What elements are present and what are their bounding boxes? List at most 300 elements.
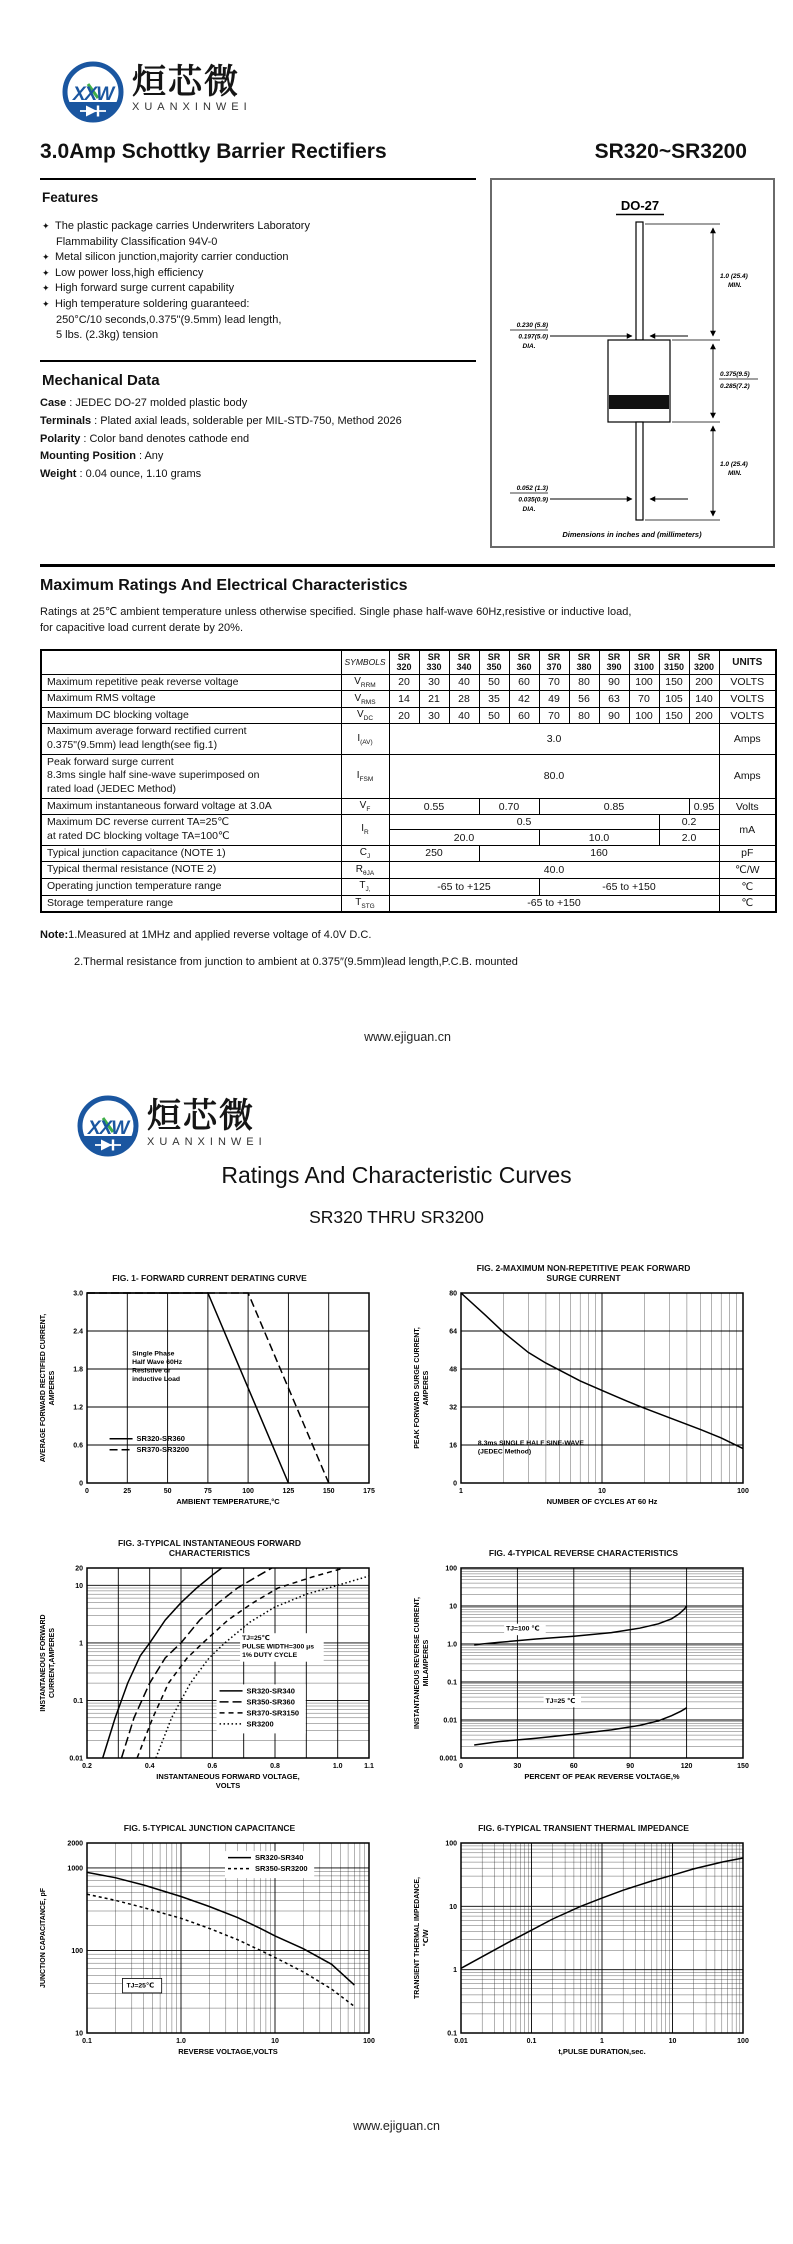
figure-6-chart (411, 1834, 756, 2066)
row-symbol: $R_{\theta JA}$ (341, 862, 389, 879)
feature-item (40, 297, 476, 344)
svg-text:(JEDEC Method): (JEDEC Method) (477, 1448, 532, 1456)
value-cell: 21 (419, 691, 449, 708)
svg-text:32: 32 (449, 1404, 457, 1412)
value-cell: 70 (539, 707, 569, 724)
package-top-lead (636, 222, 643, 340)
value-cell: 80 (569, 674, 599, 691)
row-label: Storage temperature range (41, 895, 341, 912)
value-cell: 20 (389, 674, 419, 691)
figure-6 (403, 1812, 765, 2071)
feature-text: High forward surge current capability (55, 282, 235, 295)
svg-text:AMBIENT TEMPERATURE,°C: AMBIENT TEMPERATURE,°C (176, 1497, 280, 1507)
table-row (41, 895, 776, 912)
svg-text:SR3200: SR3200 (246, 1719, 274, 1729)
mech-label: Mounting Position (40, 450, 136, 463)
col-units: UNITS (719, 650, 776, 674)
value-cell: 150 (659, 674, 689, 691)
svg-text:0.1: 0.1 (447, 2030, 457, 2038)
value-cell: 50 (479, 707, 509, 724)
mech-label: Polarity (40, 432, 81, 445)
table-row (41, 862, 776, 879)
svg-text:SR370-SR3150: SR370-SR3150 (246, 1708, 300, 1718)
svg-text:25: 25 (123, 1488, 132, 1496)
cathode-band (609, 395, 669, 409)
svg-text:1.0: 1.0 (332, 1763, 343, 1771)
svg-text:0.6: 0.6 (73, 1442, 83, 1450)
figure-1-chart (37, 1284, 382, 1516)
svg-text:Half Wave 60Hz: Half Wave 60Hz (132, 1359, 183, 1367)
svg-text:2000: 2000 (67, 1840, 83, 1848)
svg-text:1: 1 (79, 1640, 83, 1648)
svg-text:120: 120 (680, 1763, 693, 1771)
figure-3 (29, 1537, 391, 1796)
svg-text:NUMBER OF CYCLES AT 60 Hz: NUMBER OF CYCLES AT 60 Hz (546, 1497, 658, 1507)
svg-text:INSTANTANEOUS FORWARD VOLTAGE,: INSTANTANEOUS FORWARD VOLTAGE, (156, 1772, 300, 1782)
row-unit: Volts (719, 798, 776, 815)
value-cell: 0.95 (689, 798, 719, 815)
figure-4-chart (411, 1559, 756, 1791)
do-27-diagram (492, 190, 773, 542)
logo-cn-name: 烜芯微 (132, 63, 240, 101)
svg-text:100: 100 (242, 1488, 254, 1496)
table-row (41, 878, 776, 895)
logo-en-name: XUANXINWEI (147, 1135, 267, 1148)
row-label: Maximum RMS voltage (41, 691, 341, 708)
svg-text:100: 100 (445, 1840, 457, 1848)
value-cell: -65 to +125 (389, 878, 539, 895)
row-symbol: $C_J$ (341, 845, 389, 862)
value-cell: 0.85 (539, 798, 689, 815)
mech-value: : 0.04 ounce, 1.10 grams (79, 468, 202, 481)
logo-cn-name: 烜芯微 (147, 1097, 255, 1136)
footer-url: www.ejiguan.cn (364, 1030, 451, 1045)
figure-3-chart (37, 1559, 382, 1791)
figure-3-title: FIG. 3-TYPICAL INSTANTANEOUS FORWARD CHARACTERISTICS (117, 1537, 302, 1558)
bullet-icon: ✦ (42, 221, 50, 231)
ratings-intro (40, 605, 775, 637)
table-row (41, 707, 776, 724)
mech-row (40, 466, 476, 484)
divider (40, 178, 476, 180)
value-cell: 63 (599, 691, 629, 708)
value-cell: 0.5 (389, 815, 659, 830)
row-unit: pF (719, 845, 776, 862)
svg-text:20: 20 (75, 1565, 83, 1573)
svg-text:48: 48 (449, 1366, 457, 1374)
value-cell: 14 (389, 691, 419, 708)
notes (40, 927, 775, 970)
figure-4-title: FIG. 4-TYPICAL REVERSE CHARACTERISTICS (488, 1547, 679, 1558)
value-cell: 200 (689, 674, 719, 691)
value-cell: 50 (479, 674, 509, 691)
value-cell: 70 (629, 691, 659, 708)
row-symbol: $T_{J,}$ (341, 878, 389, 895)
row-label: Operating junction temperature range (41, 878, 341, 895)
svg-text:SR350-SR3200: SR350-SR3200 (255, 1864, 308, 1874)
mech-row (40, 395, 476, 413)
col-part: SR 350 (479, 650, 509, 674)
value-cell: 56 (569, 691, 599, 708)
value-cell: 0.70 (479, 798, 539, 815)
row-unit: mA (719, 815, 776, 845)
row-symbol: $V_{DC}$ (341, 707, 389, 724)
col-part: SR 370 (539, 650, 569, 674)
row-symbol: $T_{STG}$ (341, 895, 389, 912)
svg-text:1% DUTY CYCLE: 1% DUTY CYCLE (242, 1652, 298, 1660)
svg-text:REVERSE VOLTAGE,VOLTS: REVERSE VOLTAGE,VOLTS (178, 2047, 278, 2057)
curves-subheading: SR320 THRU SR3200 (309, 1207, 484, 1228)
svg-text:inductive Load: inductive Load (132, 1376, 181, 1384)
package-name: DO-27 (620, 198, 660, 213)
col-part: SR 330 (419, 650, 449, 674)
bullet-icon: ✦ (42, 267, 50, 278)
value-cell: 42 (509, 691, 539, 708)
mech-value: : Plated axial leads, solderable per MIL-STD-750, Method 2026 (94, 414, 402, 427)
svg-text:Single Phase: Single Phase (132, 1350, 175, 1358)
dim-lead-bot-min: MIN. (728, 470, 742, 477)
mechanical-heading: Mechanical Data (42, 371, 160, 389)
row-symbol: $V_{RMS}$ (341, 691, 389, 708)
row-unit: VOLTS (719, 707, 776, 724)
svg-text:AMPERES: AMPERES (49, 1370, 56, 1406)
svg-text:1000: 1000 (67, 1865, 83, 1873)
value-cell: 40 (449, 707, 479, 724)
part-range: SR320~SR3200 (594, 140, 747, 163)
value-cell: 100 (629, 674, 659, 691)
divider (40, 360, 476, 362)
svg-text:1.2: 1.2 (73, 1404, 83, 1412)
col-part: SR 340 (449, 650, 479, 674)
row-unit: ℃/W (719, 862, 776, 879)
mech-label: Weight (40, 468, 77, 481)
package-box (490, 178, 775, 548)
svg-text:INSTANTANEOUS FORWARD: INSTANTANEOUS FORWARD (40, 1614, 47, 1712)
dim-lead-top-min: MIN. (728, 282, 742, 289)
row-unit: VOLTS (719, 674, 776, 691)
svg-text:30: 30 (513, 1763, 522, 1771)
value-cell: 250 (389, 845, 479, 862)
row-label: Peak forward surge current 8.3ms single half sine-wave superimposed on rated load (JEDEC Method) (41, 754, 341, 798)
svg-text:0.2: 0.2 (82, 1763, 92, 1771)
svg-text:SR350-SR360: SR350-SR360 (246, 1697, 295, 1707)
svg-text:3.0: 3.0 (73, 1290, 83, 1298)
svg-text:0: 0 (85, 1488, 89, 1496)
row-label: Maximum DC blocking voltage (41, 707, 341, 724)
figure-5-title: FIG. 5-TYPICAL JUNCTION CAPACITANCE (123, 1822, 296, 1833)
value-cell: 40.0 (389, 862, 719, 879)
note-line: Note:1.Measured at 1MHz and applied reverse voltage of 4.0V D.C. (40, 929, 372, 942)
svg-text:0.01: 0.01 (69, 1755, 83, 1763)
value-cell: 30 (419, 674, 449, 691)
value-cell: 10.0 (539, 830, 659, 845)
svg-text:125: 125 (282, 1488, 295, 1496)
row-label: Maximum instantaneous forward voltage at 3.0A (41, 798, 341, 815)
value-cell: 100 (629, 707, 659, 724)
value-cell: 49 (539, 691, 569, 708)
ratings-intro-c: for capacitive load current derate by 20%. (40, 621, 244, 634)
svg-text:2.4: 2.4 (73, 1328, 83, 1336)
ratings-heading: Maximum Ratings And Electrical Characteristics (40, 577, 408, 594)
feature-text: High temperature soldering guaranteed: (55, 298, 250, 311)
features-heading: Features (42, 190, 99, 205)
dim-body-length-mm: 0.285(7.2) (720, 383, 750, 390)
figure-6-title: FIG. 6-TYPICAL TRANSIENT THERMAL IMPEDANCE (478, 1822, 689, 1833)
col-part: SR 380 (569, 650, 599, 674)
svg-text:0.1: 0.1 (447, 1679, 457, 1687)
svg-text:10: 10 (271, 2038, 279, 2046)
value-cell: 140 (689, 691, 719, 708)
figure-2-chart (411, 1284, 756, 1516)
svg-text:INSTANTANEOUS REVERSE CURRENT,: INSTANTANEOUS REVERSE CURRENT, (414, 1597, 421, 1730)
value-cell: 0.55 (389, 798, 479, 815)
svg-text:1.0: 1.0 (176, 2038, 186, 2046)
value-cell: 90 (599, 674, 629, 691)
svg-text:1: 1 (459, 1488, 463, 1496)
dim-lead-dia-mm: 0.035(0.9) (518, 496, 548, 504)
table-row (41, 674, 776, 691)
svg-text:100: 100 (71, 1948, 83, 1956)
feature-text: Low power loss,high efficiency (55, 266, 204, 279)
value-cell: 70 (539, 674, 569, 691)
ratings-table (40, 649, 777, 913)
bullet-icon: ✦ (42, 283, 50, 294)
col-part: SR 390 (599, 650, 629, 674)
row-label: Typical thermal resistance (NOTE 2) (41, 862, 341, 879)
dim-lead-dia-in: 0.052 (1.3) (516, 485, 548, 492)
row-label: Maximum average forward rectified current 0.375"(9.5mm) lead length(see fig.1) (41, 724, 341, 754)
table-row (41, 815, 776, 830)
features-list (40, 219, 476, 344)
svg-text:10: 10 (668, 2038, 677, 2046)
value-cell: -65 to +150 (389, 895, 719, 912)
svg-text:0.1: 0.1 (82, 2038, 92, 2046)
svg-text:1.1: 1.1 (364, 1763, 374, 1771)
mech-value: : Color band denotes cathode end (83, 432, 250, 445)
svg-text:PERCENT OF PEAK REVERSE VOLTAG: PERCENT OF PEAK REVERSE VOLTAGE,% (524, 1772, 680, 1782)
svg-text:1.0: 1.0 (447, 1641, 457, 1649)
svg-text:TJ=25℃: TJ=25℃ (126, 1982, 155, 1990)
svg-text:PULSE WIDTH=300 μs: PULSE WIDTH=300 μs (242, 1643, 315, 1651)
value-cell: 20 (389, 707, 419, 724)
value-cell: 35 (479, 691, 509, 708)
svg-text:0.6: 0.6 (207, 1763, 218, 1771)
svg-text:MILAMPERES: MILAMPERES (423, 1639, 430, 1687)
svg-text:SR370-SR3200: SR370-SR3200 (136, 1445, 190, 1455)
dim-body-length-in: 0.375(9.5) (720, 371, 750, 378)
figure-5 (29, 1812, 391, 2071)
svg-text:0.4: 0.4 (144, 1763, 155, 1771)
mech-label: Terminals (40, 414, 92, 427)
svg-text:16: 16 (449, 1442, 457, 1450)
value-cell: 2.0 (659, 830, 719, 845)
feature-text: Flammability Classification 94V-0 (56, 235, 218, 248)
col-symbols: SYMBOLS (341, 650, 389, 674)
row-symbol: $I_R$ (341, 815, 389, 845)
row-symbol: $V_{RRM}$ (341, 674, 389, 691)
svg-text:0.001: 0.001 (439, 1755, 457, 1763)
dim-body-dia-in: 0.230 (5.8) (516, 322, 548, 329)
datasheet-page-2 (0, 1054, 793, 2173)
bullet-icon: ✦ (42, 299, 50, 310)
svg-text:0: 0 (459, 1763, 463, 1771)
row-symbol: $I_{FSM}$ (341, 754, 389, 798)
package-body (608, 340, 670, 422)
svg-text:10: 10 (449, 1903, 457, 1911)
svg-text:0: 0 (453, 1480, 457, 1488)
feature-item (40, 219, 476, 250)
svg-text:Resistive or: Resistive or (132, 1367, 171, 1375)
table-row (41, 845, 776, 862)
svg-text:100: 100 (445, 1565, 457, 1573)
value-cell: 0.2 (659, 815, 719, 830)
row-label: Typical junction capacitance (NOTE 1) (41, 845, 341, 862)
datasheet-page-1 (0, 0, 793, 1054)
figure-1 (29, 1262, 391, 1521)
svg-text:100: 100 (363, 2038, 375, 2046)
package-footnote: Dimensions in inches and (millimeters) (562, 530, 702, 539)
feature-text: 5 lbs. (2.3kg) tension (56, 329, 159, 342)
doc-title: 3.0Amp Schottky Barrier Rectifiers (40, 140, 387, 163)
bullet-icon: ✦ (42, 252, 50, 263)
svg-text:℃/W: ℃/W (423, 1929, 430, 1947)
svg-text:0.8: 0.8 (270, 1763, 280, 1771)
row-unit: Amps (719, 754, 776, 798)
note-line: 2.Thermal resistance from junction to ambient at 0.375″(9.5mm)lead length,P.C.B. mounted (74, 955, 518, 968)
value-cell: 90 (599, 707, 629, 724)
value-cell: 3.0 (389, 724, 719, 754)
svg-text:AMPERES: AMPERES (423, 1370, 430, 1406)
feature-item (40, 281, 476, 297)
table-row (41, 724, 776, 754)
svg-text:SR320-SR340: SR320-SR340 (255, 1853, 304, 1863)
logo-mark-icon (75, 1094, 141, 1160)
svg-text:64: 64 (449, 1328, 457, 1336)
feature-item (40, 266, 476, 282)
package-bottom-lead (636, 422, 643, 520)
value-cell: 105 (659, 691, 689, 708)
row-unit: Amps (719, 724, 776, 754)
value-cell: 80.0 (389, 754, 719, 798)
svg-text:10: 10 (449, 1603, 457, 1611)
dim-lead-dia-unit: DIA. (522, 506, 536, 513)
figure-5-chart (37, 1834, 382, 2066)
logo-monogram: XXW (72, 84, 114, 105)
mech-row (40, 448, 476, 466)
mech-value: : JEDEC DO-27 molded plastic body (69, 396, 248, 409)
logo-en-name: XUANXINWEI (132, 101, 252, 114)
svg-text:100: 100 (737, 2038, 749, 2046)
ratings-intro-a: Ratings at 25℃ ambient temperature unless otherwise specified. (40, 606, 357, 618)
row-unit: ℃ (719, 878, 776, 895)
svg-text:0.01: 0.01 (443, 1717, 457, 1725)
row-unit: ℃ (719, 895, 776, 912)
svg-text:100: 100 (737, 1488, 749, 1496)
value-cell: 150 (659, 707, 689, 724)
svg-text:175: 175 (363, 1488, 375, 1496)
charts-grid (0, 1262, 793, 2071)
row-label: Maximum DC reverse current TA=25℃ at rated DC blocking voltage TA=100℃ (41, 815, 341, 845)
value-cell: 60 (509, 707, 539, 724)
ratings-intro-b: Single phase half-wave 60Hz,resistive or inductive load, (359, 606, 632, 618)
row-symbol: $V_F$ (341, 798, 389, 815)
figure-2 (403, 1262, 765, 1521)
row-label: Maximum repetitive peak reverse voltage (41, 674, 341, 691)
svg-text:JUNCTION CAPACITANCE, pF: JUNCTION CAPACITANCE, pF (40, 1888, 47, 1989)
svg-text:1: 1 (453, 1967, 457, 1975)
svg-text:0.1: 0.1 (73, 1698, 83, 1706)
svg-text:AVERAGE FORWARD RECTIFIED CURR: AVERAGE FORWARD RECTIFIED CURRENT, (40, 1314, 47, 1463)
table-header-row (41, 650, 776, 674)
table-row (41, 754, 776, 798)
curves-heading: Ratings And Characteristic Curves (221, 1162, 572, 1189)
svg-text:80: 80 (449, 1290, 457, 1298)
svg-text:90: 90 (626, 1763, 635, 1771)
value-cell: -65 to +150 (539, 878, 719, 895)
feature-text: Metal silicon junction,majority carrier conduction (55, 251, 289, 264)
dim-body-dia-unit: DIA. (522, 343, 536, 350)
figure-2-title: FIG. 2-MAXIMUM NON-REPETITIVE PEAK FORWARD SURGE CURRENT (476, 1262, 691, 1283)
svg-text:0: 0 (79, 1480, 83, 1488)
svg-text:60: 60 (569, 1763, 578, 1771)
svg-text:PEAK FORWARD SURGE CURRENT,: PEAK FORWARD SURGE CURRENT, (414, 1327, 421, 1449)
value-cell: 160 (479, 845, 719, 862)
svg-text:50: 50 (163, 1488, 172, 1496)
svg-text:150: 150 (737, 1763, 749, 1771)
svg-text:0.1: 0.1 (526, 2038, 537, 2046)
svg-text:0.01: 0.01 (454, 2038, 468, 2046)
svg-text:10: 10 (75, 2030, 83, 2038)
mech-row (40, 413, 476, 431)
value-cell: 28 (449, 691, 479, 708)
svg-text:SR320-SR360: SR320-SR360 (136, 1434, 185, 1444)
dim-body-dia-mm: 0.197(5.0) (518, 333, 548, 341)
feature-text: The plastic package carries Underwriters Laboratory (55, 220, 310, 232)
svg-text:TJ=100 ℃: TJ=100 ℃ (506, 1625, 540, 1633)
figure-1-title: FIG. 1- FORWARD CURRENT DERATING CURVE (112, 1272, 307, 1283)
svg-text:SR320-SR340: SR320-SR340 (246, 1686, 295, 1696)
value-cell: 80 (569, 707, 599, 724)
value-cell: 30 (419, 707, 449, 724)
table-row (41, 798, 776, 815)
logo-mark-icon (60, 60, 126, 126)
value-cell: 40 (449, 674, 479, 691)
mech-row (40, 431, 476, 449)
value-cell: 20.0 (389, 830, 539, 845)
value-cell: 200 (689, 707, 719, 724)
footer-url: www.ejiguan.cn (353, 2119, 440, 2134)
svg-text:TJ=25℃: TJ=25℃ (242, 1635, 270, 1643)
divider (40, 564, 775, 567)
dim-lead-bot-length: 1.0 (25.4) (720, 461, 748, 468)
svg-text:1.8: 1.8 (73, 1366, 83, 1374)
mechanical-list (40, 395, 476, 484)
table-row (41, 691, 776, 708)
svg-text:VOLTS: VOLTS (215, 1781, 241, 1791)
col-part: SR 360 (509, 650, 539, 674)
svg-text:t,PULSE DURATION,sec.: t,PULSE DURATION,sec. (558, 2047, 646, 2057)
col-part: SR 3150 (659, 650, 689, 674)
svg-text:TJ=25 ℃: TJ=25 ℃ (545, 1698, 576, 1706)
row-symbol: $I_{(AV)}$ (341, 724, 389, 754)
svg-text:8.3ms SINGLE HALF SINE-WAVE: 8.3ms SINGLE HALF SINE-WAVE (477, 1440, 584, 1448)
col-part: SR 320 (389, 650, 419, 674)
svg-text:TRANSIENT THERMAL IMPEDANCE,: TRANSIENT THERMAL IMPEDANCE, (414, 1877, 421, 2000)
feature-item (40, 250, 476, 266)
row-unit: VOLTS (719, 691, 776, 708)
col-part: SR 3100 (629, 650, 659, 674)
svg-text:10: 10 (75, 1582, 83, 1590)
